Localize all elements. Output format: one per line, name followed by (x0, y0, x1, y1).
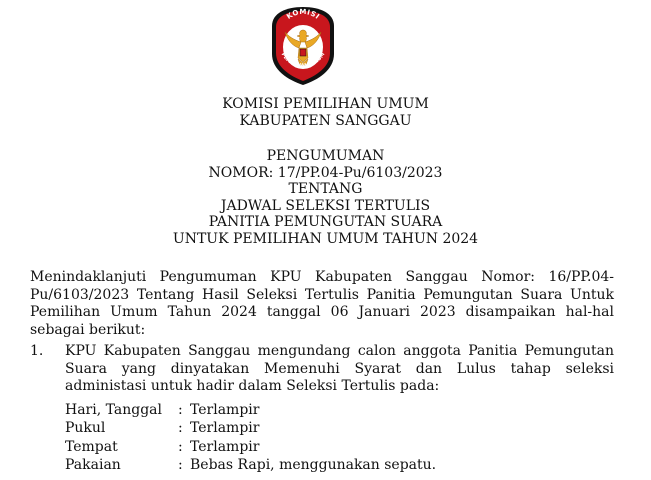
list-item-number: 1. (30, 343, 44, 359)
svg-text:KOMISI: KOMISI (285, 7, 322, 21)
intro-paragraph: Menindaklanjuti Pengumuman KPU Kabupaten Sanggau Nomor: 16/PP.04-Pu/6103/2023 Tentang Hasil Seleksi Tertulis Panitia Pemungutan Suara Untuk Pemilihan Umum Tahun 2024 tanggal 06 Januari 2023 disampaikan hal-hal sebagai berikut: (30, 269, 614, 338)
detail-value: Terlampir (190, 438, 260, 455)
detail-separator: : (178, 456, 183, 473)
institution-region: KABUPATEN SANGGAU (239, 112, 412, 129)
institution-header (0, 96, 651, 129)
announcement-about: TENTANG (288, 181, 363, 197)
announcement-subject-3: UNTUK PEMILIHAN UMUM TAHUN 2024 (172, 230, 479, 247)
detail-label: Tempat (65, 438, 118, 455)
detail-label: Pakaian (65, 456, 121, 473)
detail-row-place (65, 438, 436, 456)
announcement-number: NOMOR: 17/PP.04-Pu/6103/2023 (208, 164, 443, 181)
kpu-logo (270, 6, 336, 86)
list-item (30, 343, 614, 396)
detail-row-date (65, 401, 436, 419)
detail-value: Terlampir (190, 420, 260, 437)
detail-row-attire (65, 456, 436, 474)
detail-value: Terlampir (190, 402, 260, 418)
detail-label: Pukul (65, 420, 106, 437)
announcement-heading: PENGUMUMAN (266, 148, 385, 164)
detail-separator: : (178, 420, 183, 437)
announcement-subject-2: PANITIA PEMUNGUTAN SUARA (208, 214, 443, 230)
detail-separator: : (178, 402, 183, 418)
schedule-details (65, 401, 436, 474)
announcement-title (0, 148, 651, 247)
list-item-text: KPU Kabupaten Sanggau mengundang calon anggota Panitia Pemungutan Suara yang dinyatakan Memenuhi Syarat dan Lulus tahap seleksi administasi untuk hadir dalam Seleksi Tertulis pada: (65, 343, 614, 394)
detail-row-time (65, 419, 436, 437)
institution-name: KOMISI PEMILIHAN UMUM (222, 96, 429, 112)
svg-text:PEMILIHAN UMUM: PEMILIHAN UMUM (279, 51, 327, 70)
detail-label: Hari, Tanggal (65, 402, 162, 418)
announcement-subject-1: JADWAL SELEKSI TERTULIS (220, 197, 431, 214)
detail-separator: : (178, 438, 183, 455)
detail-value: Bebas Rapi, menggunakan sepatu. (190, 456, 437, 473)
